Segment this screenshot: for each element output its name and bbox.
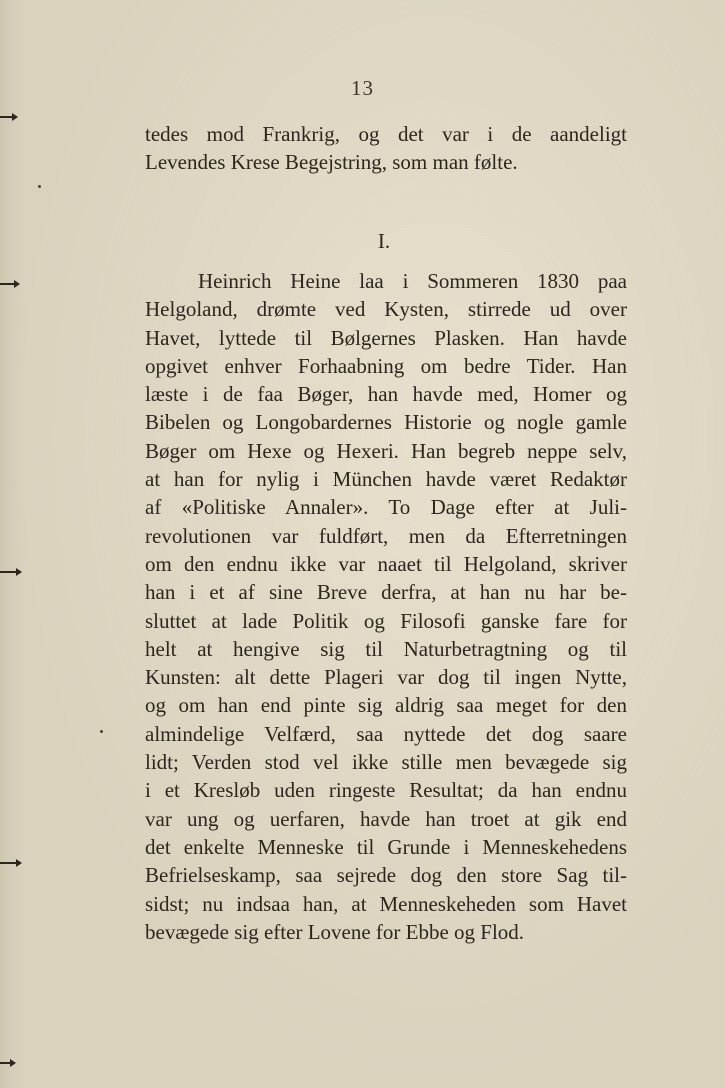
ink-speck — [38, 185, 41, 188]
text-line: Bøger om Hexe og Hexeri. Han begreb neppe selv, — [145, 438, 627, 463]
text-line: Heinrich Heine laa i Sommeren 1830 paa — [198, 269, 627, 293]
ink-speck — [100, 730, 103, 733]
text-line: i et Kresløb uden ringeste Resultat; da han endnu — [145, 778, 627, 803]
text-line: lidt; Verden stod vel ikke stille men bevægede sig — [145, 750, 627, 775]
text-line: opgivet enhver Forhaabning om bedre Tider. Han — [145, 353, 627, 378]
text-line: om den endnu ikke var naaet til Helgoland, skriver — [145, 551, 627, 576]
text-line: var ung og uerfaren, havde han troet at gik end — [145, 806, 627, 831]
margin-tick-mark — [0, 116, 16, 118]
text-line: og om han end pinte sig aldrig saa meget for den — [145, 693, 627, 718]
margin-tick-mark — [0, 283, 18, 285]
text-line: af «Politiske Annaler». To Dage efter at Juli- — [145, 495, 627, 520]
text-line: Levendes Krese Begejstring, som man følte. — [145, 150, 518, 175]
opening-paragraph — [145, 120, 627, 177]
text-line: Havet, lyttede til Bølgernes Plasken. Han havde — [145, 325, 627, 350]
text-line: helt at hengive sig til Naturbetragtning og til — [145, 636, 627, 661]
text-line: Befrielseskamp, saa sejrede dog den store Sag til- — [145, 863, 627, 888]
text-line: almindelige Velfærd, saa nyttede det dog saare — [145, 721, 627, 746]
text-line: at han for nylig i München havde været Redaktør — [145, 467, 627, 492]
margin-tick-mark — [0, 571, 20, 573]
text-line: det enkelte Menneske til Grunde i Menneskehedens — [145, 834, 627, 859]
text-line: læste i de faa Bøger, han havde med, Homer og — [145, 382, 627, 407]
text-line: han i et af sine Breve derfra, at han nu har be- — [145, 580, 627, 605]
text-line: revolutionen var fuldført, men da Efterretningen — [145, 523, 627, 548]
section-heading: I. — [377, 229, 391, 253]
text-line: sidst; nu indsaa han, at Menneskeheden som Havet — [145, 891, 627, 916]
text-line: Bibelen og Longobardernes Historie og nogle gamle — [145, 410, 627, 435]
text-line: sluttet at lade Politik og Filosofi ganske fare for — [145, 608, 627, 633]
page-number: 13 — [351, 76, 374, 100]
body-paragraph — [145, 267, 627, 946]
text-line: bevægede sig efter Lovene for Ebbe og Flod. — [145, 919, 525, 944]
margin-tick-mark — [0, 862, 20, 864]
margin-tick-mark — [0, 1062, 14, 1064]
text-line: tedes mod Frankrig, og det var i de aandeligt — [145, 122, 627, 146]
text-line: Kunsten: alt dette Plageri var dog til ingen Nytte, — [145, 665, 627, 690]
text-line: Helgoland, drømte ved Kysten, stirrede ud over — [145, 297, 627, 322]
